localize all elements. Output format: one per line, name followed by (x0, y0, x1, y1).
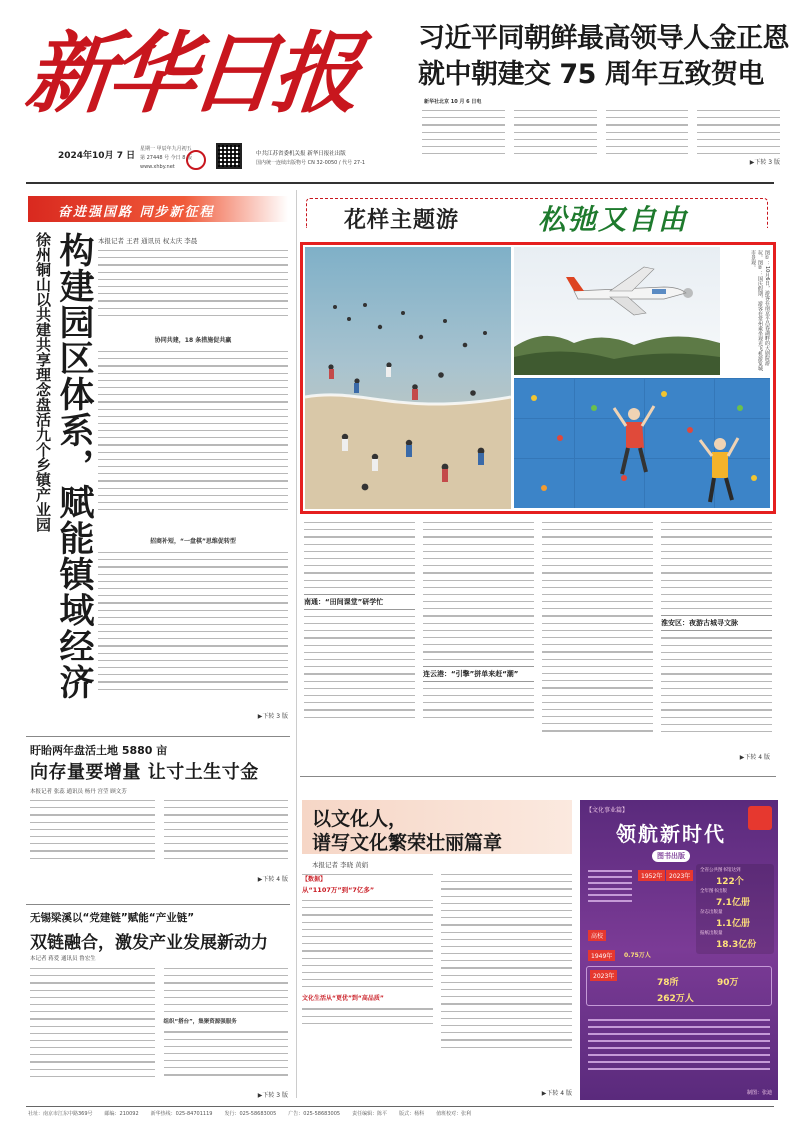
story2-next-page[interactable]: ▶下转 4 版 (257, 876, 288, 883)
culture-section (302, 800, 572, 1100)
info-box1-label: 高校 (588, 930, 606, 941)
info-box2 (586, 966, 772, 1006)
story3-body (30, 954, 288, 1102)
feature-next-page[interactable]: ▶下转 3 版 (257, 713, 288, 720)
masthead-website[interactable]: www.xhby.net (140, 164, 175, 170)
holiday-articles (304, 522, 772, 762)
culture-lead-label: 【数据】 (302, 876, 327, 883)
stat-1-label: 全省公共图书馆达到 (700, 868, 741, 873)
footer-layout: 版式：杨科 (399, 1111, 425, 1117)
column-banner (28, 196, 288, 222)
info-tag: 【文化事业篇】 (586, 807, 629, 814)
masthead-date: 2024年10月 7 日 (58, 151, 136, 161)
info-logo-icon (748, 806, 772, 830)
photo-caption: 图①：10月6日，游客在南京平昌春湖畔的大剧院游玩。图②：国庆假期，游客在常州乘坐观光飞机游览城市景观。 (750, 250, 770, 371)
story2-byline: 本报记者 张蕊 通讯员 杨丹 宫莹 顾文芳 (30, 789, 127, 795)
footer-address: 社址：南京市江东中路369号 (28, 1111, 93, 1117)
feature-body (98, 236, 288, 728)
info-subtitle: 图书出版 (652, 850, 690, 862)
seal-icon (186, 150, 206, 170)
footer (28, 1110, 772, 1122)
stat-1-value: 122个 (716, 877, 744, 887)
info-bottom-lines (588, 1014, 770, 1075)
feature-byline: 本报记者 王君 通讯员 权太庆 李晨 (98, 237, 198, 245)
footer-proofreader: 值班校对：张利 (436, 1111, 472, 1117)
lead-headline-1[interactable]: 习近平同朝鲜最高领导人金正恩 (418, 23, 789, 54)
story-b-head[interactable]: 连云港：“引擎”拼单来赶“潮” (423, 666, 534, 682)
info-box2-year: 2023年 (590, 970, 617, 981)
story3-next-page[interactable]: ▶下转 3 版 (257, 1092, 288, 1099)
story2-kicker: 盱眙两年盘活土地 5880 亩 (30, 744, 168, 757)
info-box2-value2: 90万 (717, 978, 739, 988)
masthead-lunar: 星期一 甲辰年九月初五 (140, 146, 192, 152)
stat-3-label: 杂志出版量 (700, 910, 723, 915)
lead-body (422, 99, 780, 166)
holiday-next-page[interactable]: ▶下转 4 版 (739, 754, 770, 761)
footer-hotline: 新华热线：025-84701119 (150, 1111, 213, 1117)
footer-editor: 责任编辑：陈平 (352, 1111, 388, 1117)
beach-photo[interactable] (305, 247, 511, 509)
masthead-org: 中共江苏省委机关报 新华日报社出版 (256, 151, 346, 157)
masthead-issue: 第 27448 号 今日 8 版 (140, 155, 193, 161)
culture-next-page[interactable]: ▶下转 4 版 (541, 1090, 572, 1097)
masthead-code: 国内统一连续出版物号 CN 32-0050 / 代号 27-1 (256, 160, 366, 166)
climbing-photo[interactable] (514, 378, 770, 508)
masthead-logo: 新华日报 (21, 21, 361, 125)
info-box2-value1: 78所 (657, 978, 679, 988)
culture-lead-quote: 从“1107万”到“7亿多” (302, 886, 375, 894)
culture-headline-1[interactable]: 以文化人， (312, 808, 408, 830)
info-year-1: 1952年 (638, 870, 665, 881)
footer-distribution: 发行：025-58683005 (224, 1111, 277, 1117)
info-credit: 制图：张迪 (746, 1090, 772, 1096)
feature-headline[interactable]: 构建园区体系，赋能镇域经济 (54, 232, 94, 700)
qr-code-icon[interactable] (216, 143, 242, 169)
footer-postcode: 邮编：210092 (104, 1111, 139, 1117)
story2-headline[interactable]: 向存量要增量 让寸土生寸金 (30, 762, 259, 783)
story2-body (30, 788, 288, 888)
stat-4-label: 报纸出版量 (700, 931, 723, 936)
info-left-lines (588, 866, 632, 906)
feature-kicker: 徐州铜山以共建共享理念盘活九个乡镇产业园 (34, 232, 52, 532)
lead-dateline: 新华社北京 10 月 6 日电 (424, 99, 482, 105)
footer-advertising: 广告：025-58683005 (288, 1111, 341, 1117)
culture-headline-2[interactable]: 谱写文化繁荣壮丽篇章 (312, 832, 503, 854)
feature-subhead-1: 协同共建，18 条措施促共赢 (154, 337, 232, 344)
lead-next-page[interactable]: ▶下转 3 版 (749, 159, 780, 166)
story-c-head[interactable]: 淮安区：夜游古城寻文脉 (661, 615, 772, 631)
info-box2-value3: 262万人 (657, 994, 694, 1004)
story3-subhead: 组织“搭台”，集聚资源强服务 (163, 1019, 237, 1026)
holiday-section (300, 192, 776, 768)
story3-byline: 本记者 蒋爱 通讯员 鲁宏生 (30, 956, 96, 962)
info-title: 领航新时代 (616, 822, 726, 846)
story3-kicker: 无锡梁溪以“党建链”赋能“产业链” (30, 912, 195, 924)
feature-subhead-2: 招商补短，“一盘棋”思维促转型 (150, 538, 236, 545)
info-box1-value: 0.75万人 (624, 952, 651, 959)
column-banner-text: 奋进强国路 同步新征程 (58, 205, 215, 220)
info-year-2: 2023年 (666, 870, 693, 881)
culture-byline: 本报记者 李晓 黄娟 (312, 861, 369, 869)
story3-headline[interactable]: 双链融合，激发产业发展新动力 (30, 933, 268, 953)
info-box1-year: 1949年 (588, 950, 615, 961)
plane-photo[interactable] (514, 247, 720, 375)
holiday-title-right[interactable]: 松弛又自由 (538, 203, 689, 236)
culture-subhead: 文化生活从“更优”到“高品质” (302, 995, 384, 1003)
infographic (580, 800, 778, 1100)
stat-3-value: 1.1亿册 (716, 919, 750, 929)
stat-2-value: 7.1亿册 (716, 898, 750, 908)
info-stats (696, 864, 774, 954)
stat-2-label: 全年图书出版 (700, 889, 727, 894)
lead-headline-2[interactable]: 就中朝建交 75 周年互致贺电 (418, 59, 764, 90)
story-a-head[interactable]: 南通：“田间课堂”研学忙 (304, 594, 415, 610)
holiday-title-left[interactable]: 花样主题游 (344, 208, 460, 233)
stat-4-value: 18.3亿份 (716, 940, 757, 950)
